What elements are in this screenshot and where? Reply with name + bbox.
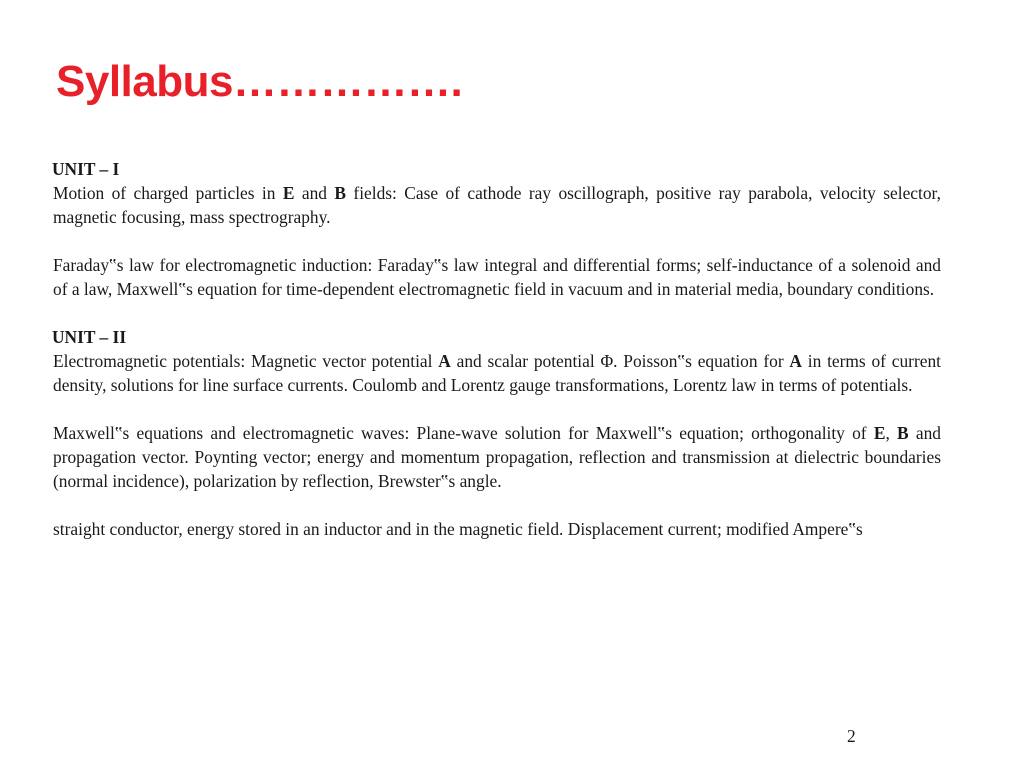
unit-2-paragraph-1: Electromagnetic potentials: Magnetic vector potential A and scalar potential Φ. Poisson‟s equation for A in terms of current density, solutions for line surface currents. Coulomb and Lorentz gauge transformations, Lorentz law in terms of potentials.	[53, 351, 941, 395]
page-number: 2	[847, 726, 856, 746]
unit-1-heading: UNIT – I	[52, 159, 120, 179]
unit-1-paragraph-2: Faraday‟s law for electromagnetic induction: Faraday‟s law integral and differential forms; self-inductance of a solenoid and of a law, Maxwell‟s equation for time-dependent electromagnetic field in vacuum and in material media, boundary conditions.	[53, 255, 941, 299]
unit-2-paragraph-2: Maxwell‟s equations and electromagnetic waves: Plane-wave solution for Maxwell‟s equation; orthogonality of E, B and propagation vector. Poynting vector; energy and momentum propagation, reflection and transmission at dielectric boundaries (normal incidence), polarization by reflection, Brewster‟s angle.	[53, 423, 941, 491]
unit-2-paragraph-3: straight conductor, energy stored in an inductor and in the magnetic field. Displacement current; modified Ampere‟s	[53, 519, 863, 539]
unit-1-paragraph-1: Motion of charged particles in E and B fields: Case of cathode ray oscillograph, positive ray parabola, velocity selector, magnetic focusing, mass spectrography.	[53, 183, 941, 227]
syllabus-content	[53, 157, 941, 541]
slide-title: Syllabus…………….	[56, 57, 463, 106]
unit-2-heading: UNIT – II	[52, 327, 127, 347]
